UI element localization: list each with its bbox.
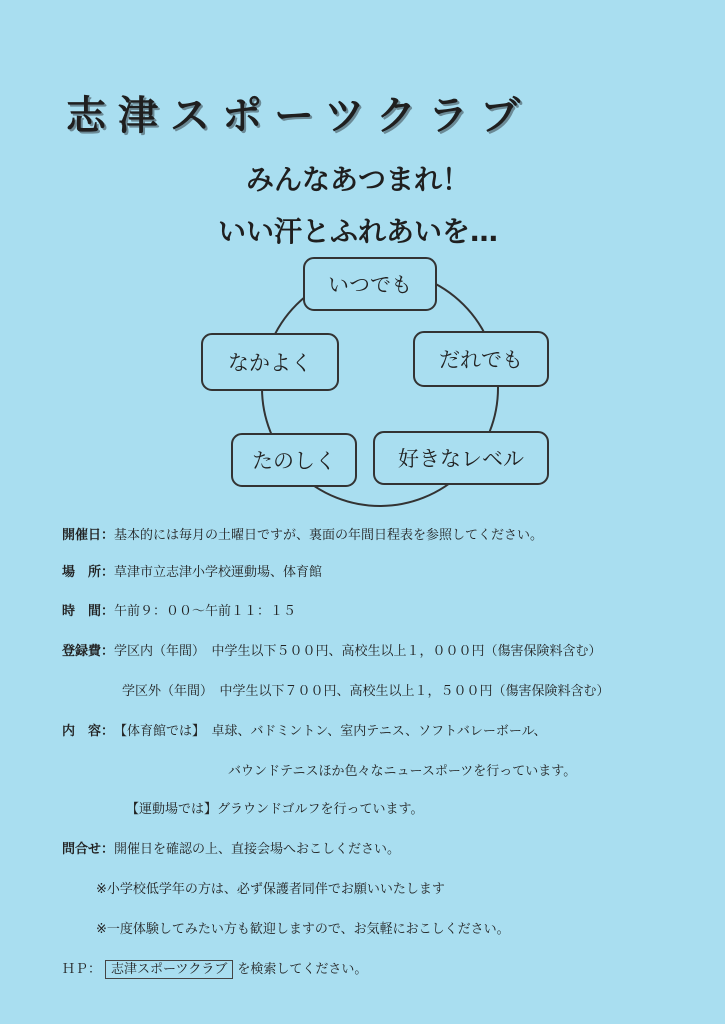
diagram-label-tanoshiku: たのしく bbox=[252, 449, 336, 473]
inquiry-text: 開催日を確認の上、直接会場へおこしください。 bbox=[114, 842, 401, 857]
info-note2 bbox=[96, 918, 510, 937]
hp-label: ＨＰ： bbox=[62, 962, 102, 977]
cycle-diagram bbox=[190, 250, 570, 510]
fee-in-text: 学区内（年間） 中学生以下５００円、高校生以上１，０００円（傷害保険料含む） bbox=[114, 644, 602, 659]
diagram-label-daredemo: だれでも bbox=[439, 348, 523, 372]
info-content-field bbox=[126, 798, 423, 817]
diagram-item-level bbox=[374, 432, 548, 484]
page-title: 志津スポーツクラブ bbox=[66, 93, 532, 139]
hp-search-term: 志津スポーツクラブ bbox=[105, 960, 233, 979]
info-place bbox=[62, 561, 322, 580]
time-label: 時 間： bbox=[62, 604, 115, 619]
info-hp bbox=[62, 958, 367, 977]
info-note1 bbox=[96, 878, 445, 897]
diagram-label-level: 好きなレベル bbox=[398, 447, 524, 471]
diagram-label-itsudemo: いつでも bbox=[328, 273, 412, 297]
fee-label: 登録費： bbox=[62, 644, 115, 659]
note2-text: ※一度体験してみたい方も歓迎しますので、お気軽におこしください。 bbox=[96, 922, 510, 937]
note1-text: ※小学校低学年の方は、必ず保護者同伴でお願いいたします bbox=[96, 882, 445, 897]
diagram-item-nakayoku bbox=[202, 334, 338, 390]
time-text: 午前９：００～午前１１：１５ bbox=[114, 604, 297, 619]
content-field-text: 【運動場では】グラウンドゴルフを行っています。 bbox=[126, 802, 424, 817]
date-text: 基本的には毎月の土曜日ですが、裏面の年間日程表を参照してください。 bbox=[114, 528, 544, 543]
content-gym2-text: バウンドテニスほか色々なニュースポーツを行っています。 bbox=[228, 764, 577, 779]
diagram-item-tanoshiku bbox=[232, 434, 356, 486]
content-label: 内 容： bbox=[62, 724, 115, 739]
date-label: 開催日： bbox=[62, 528, 115, 543]
place-label: 場 所： bbox=[62, 565, 115, 580]
info-time bbox=[62, 600, 296, 619]
place-text: 草津市立志津小学校運動場、体育館 bbox=[114, 565, 323, 580]
fee-out-text: 学区外（年間） 中学生以下７００円、高校生以上１，５００円（傷害保険料含む） bbox=[122, 684, 610, 699]
content-gym-text: 【体育館では】 卓球、バドミントン、室内テニス、ソフトバレーボール、 bbox=[114, 724, 547, 739]
info-fee-out bbox=[122, 680, 610, 699]
info-fee bbox=[62, 640, 602, 659]
diagram-item-itsudemo bbox=[304, 258, 436, 310]
subtitle-1: みんなあつまれ！ bbox=[246, 163, 471, 196]
info-inquiry bbox=[62, 838, 400, 857]
diagram-label-nakayoku: なかよく bbox=[228, 351, 312, 375]
inquiry-label: 問合せ： bbox=[62, 842, 115, 857]
diagram-item-daredemo bbox=[414, 332, 548, 386]
info-content bbox=[62, 720, 547, 739]
info-content-gym2 bbox=[228, 760, 576, 779]
info-date bbox=[62, 524, 543, 543]
hp-suffix: を検索してください。 bbox=[237, 962, 368, 977]
subtitle-2: いい汗とふれあいを… bbox=[218, 215, 499, 248]
